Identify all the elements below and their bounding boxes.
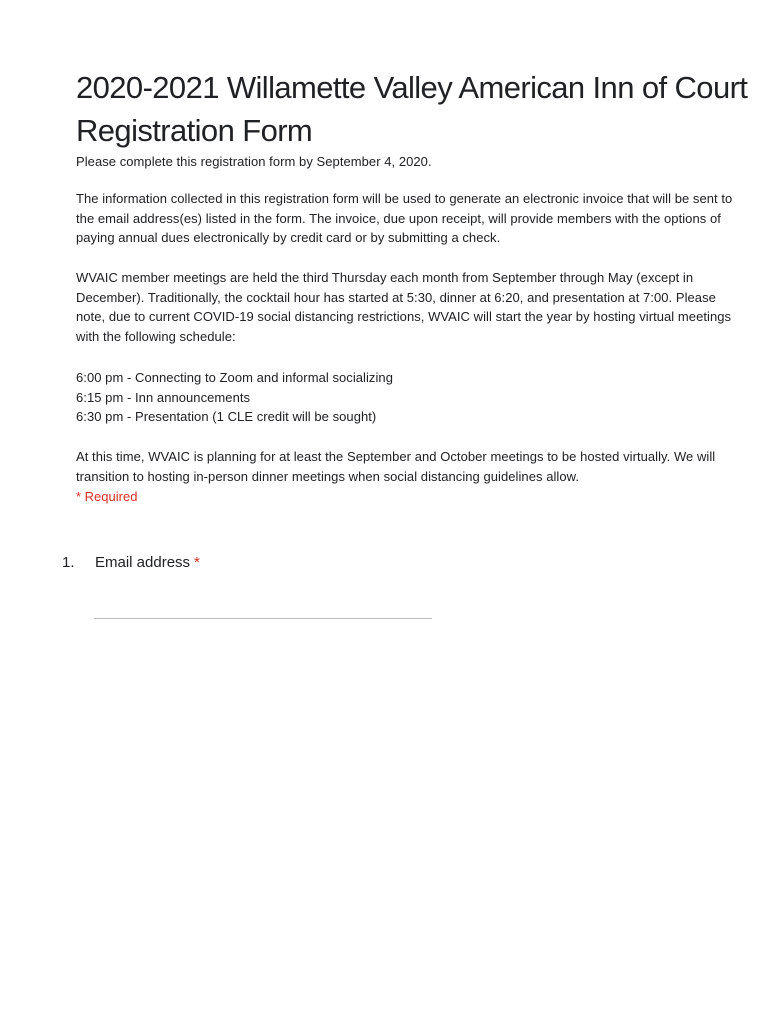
question-number: 1. bbox=[62, 554, 75, 571]
meeting-schedule bbox=[76, 368, 748, 427]
required-note: * Required bbox=[76, 489, 138, 504]
form-title: 2020-2021 Willamette Valley American Inn of Court Registration Form bbox=[76, 70, 748, 148]
schedule-item: 6:15 pm - Inn announcements bbox=[76, 389, 251, 405]
meetings-info-text: WVAIC member meetings are held the third Thursday each month from September through May (except in December). Traditionally, the cocktail hour has started at 5:30, dinner at 6:20, and presentation at 7:00. Please note, due to current COVID-19 social distancing restrictions, WVAIC will start the year by hosting virtual meetings with the following schedule: bbox=[76, 270, 732, 344]
question-label bbox=[95, 552, 200, 574]
required-asterisk: * bbox=[194, 554, 200, 571]
question-email-address bbox=[62, 552, 722, 632]
deadline-text: Please complete this registration form by September 4, 2020. bbox=[76, 154, 432, 169]
question-label-text: Email address bbox=[95, 554, 191, 571]
schedule-item: 6:00 pm - Connecting to Zoom and informal socializing bbox=[76, 370, 393, 385]
invoice-info-text: The information collected in this registration form will be used to generate an electronic invoice that will be sent to the email address(es) listed in the form. The invoice, due upon receipt, will provide members with the options of paying annual dues electronically by credit card or by submitting a check. bbox=[76, 191, 733, 246]
email-address-input[interactable] bbox=[94, 596, 432, 619]
schedule-item: 6:30 pm - Presentation (1 CLE credit will be sought) bbox=[76, 409, 377, 425]
virtual-meetings-text: At this time, WVAIC is planning for at least the September and October meetings to be hosted virtually. We will transition to hosting in-person dinner meetings when social distancing guidelines allow. bbox=[76, 449, 716, 484]
